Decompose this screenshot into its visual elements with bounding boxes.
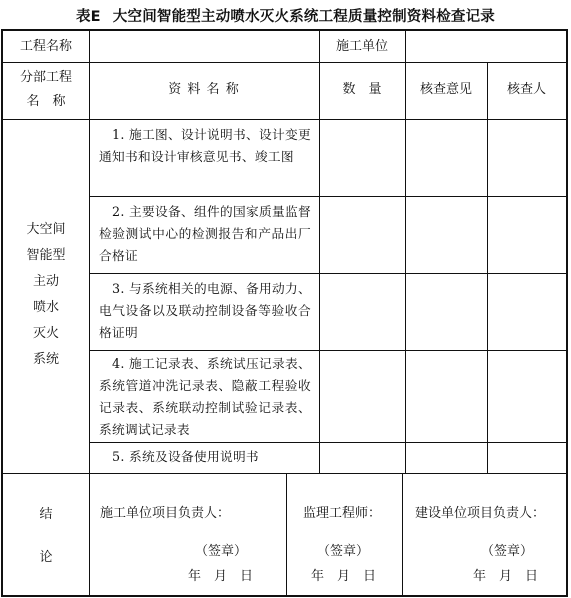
table-title: 大空间智能型主动喷水灭火系统工程质量控制资料检查记录	[112, 8, 495, 25]
document-item: 4. 施工记录表、系统试压记录表、系统管道冲洗记录表、隐蔽工程验收记录表、系统联动控制试验记录表、系统调试记录表	[99, 356, 311, 437]
date-line: 年 月 日	[311, 569, 377, 584]
construction-unit-label: 施工单位	[335, 39, 388, 54]
col-divider	[286, 473, 287, 595]
conclusion-label: 结	[39, 507, 53, 522]
project-name-label: 工程名称	[19, 39, 72, 54]
construction-head-label: 施工单位项目负责人：	[100, 506, 231, 521]
sub-project-name: 智能型	[26, 248, 66, 263]
sub-project-header: 名 称	[26, 94, 66, 109]
seal-label: （签章）	[317, 544, 370, 559]
document-item: 3. 与系统相关的电源、备用动力、电气设备以及联动控制设备等验收合格证明	[99, 281, 311, 340]
document-title	[0, 0, 571, 30]
row-divider	[3, 473, 566, 474]
sub-project-name: 系统	[32, 352, 59, 367]
document-item: 2. 主要设备、组件的国家质量监督检验测试中心的检测报告和产品出厂合格证	[99, 204, 311, 263]
sub-project-header: 分部工程	[19, 70, 72, 85]
review-opinion-header: 核查意见	[419, 82, 472, 97]
col-divider	[402, 473, 403, 595]
date-line: 年 月 日	[188, 569, 254, 584]
seal-label: （签章）	[195, 544, 248, 559]
table-label: 表E	[75, 8, 101, 25]
sub-project-name: 大空间	[26, 222, 66, 237]
sub-project-name: 灭火	[32, 326, 59, 341]
col-divider	[487, 62, 488, 473]
record-table	[1, 29, 568, 597]
owner-head-label: 建设单位项目负责人：	[415, 506, 546, 521]
conclusion-label: 论	[39, 550, 53, 565]
col-divider	[319, 31, 320, 473]
sub-project-name: 喷水	[32, 300, 59, 315]
row-divider	[3, 119, 566, 120]
row-divider	[89, 196, 566, 197]
document-item: 1. 施工图、设计说明书、设计变更通知书和设计审核意见书、竣工图	[99, 127, 311, 164]
sub-project-name: 主动	[32, 274, 59, 289]
document-name-header: 资 料 名 称	[168, 82, 240, 97]
col-divider	[89, 31, 90, 473]
supervisor-label: 监理工程师：	[303, 506, 382, 521]
date-line: 年 月 日	[473, 569, 539, 584]
row-divider	[89, 273, 566, 274]
row-divider	[89, 350, 566, 351]
quantity-header: 数 量	[342, 82, 382, 97]
seal-label: （签章）	[481, 544, 534, 559]
col-divider	[405, 31, 406, 473]
document-item: 5. 系统及设备使用说明书	[112, 449, 259, 464]
row-divider	[3, 62, 566, 63]
reviewer-header: 核查人	[506, 82, 546, 97]
col-divider	[89, 473, 90, 595]
row-divider	[89, 442, 566, 443]
